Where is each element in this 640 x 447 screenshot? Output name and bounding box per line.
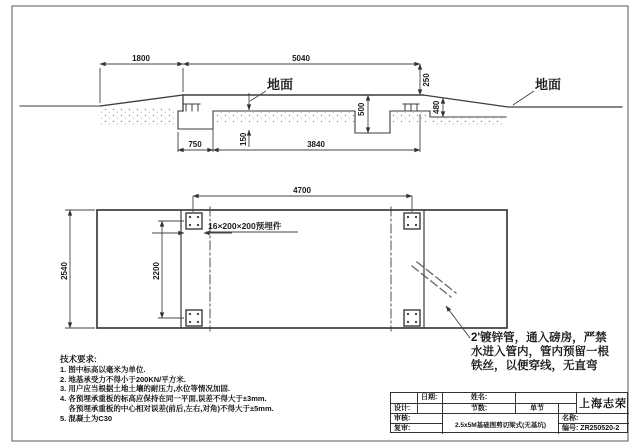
check-label: 审核: <box>391 414 443 424</box>
soil-hatch-far-right <box>431 118 504 126</box>
conduit-pipe-line-2 <box>417 262 456 293</box>
tech-note-line: 5. 混凝土为C30 <box>60 413 113 423</box>
sections-value: 单节 <box>516 404 559 414</box>
title-block-empty-cell <box>418 404 443 414</box>
name-field-label: 名称: <box>559 414 629 424</box>
dim-text-750: 750 <box>188 140 202 149</box>
drawing-number-label: 编号: <box>562 425 579 432</box>
soil-hatch-left <box>101 108 177 125</box>
ground-label-left: 地面 <box>267 77 294 92</box>
title-block <box>390 392 628 433</box>
ground-leader-right <box>513 91 534 105</box>
tech-note-line: 3. 用户应当根据土地土壤的耐压力,水位等情况加固. <box>60 384 231 394</box>
pipe-note-line-2: 水进入管内，管内预留一根 <box>471 346 609 358</box>
sensor-legs-left <box>184 104 200 111</box>
dim-text-4700: 4700 <box>293 186 311 195</box>
embedded-plate-top-right <box>404 213 420 229</box>
pipe-note-line-1: 2'镀锌管，通入磅房，严禁 <box>471 332 607 344</box>
dim-text-1800: 1800 <box>132 54 150 63</box>
date-label: 日期: <box>418 393 443 404</box>
sensor-legs-right <box>403 104 419 111</box>
tech-note-line: 各预埋承重板的中心相对误差(前后,左右,对角)不得大于±5mm. <box>60 403 274 413</box>
pipe-note-line-3: 铁丝，以便穿线，无直弯 <box>471 360 598 372</box>
dim-text-500: 500 <box>357 102 366 116</box>
section-view <box>20 95 622 133</box>
plan-dimensions <box>65 196 470 338</box>
dim-text-480: 480 <box>432 100 441 114</box>
conduit-pipe-line-1 <box>412 266 451 297</box>
ground-label-right: 地面 <box>535 77 562 92</box>
tech-note-line: 1. 图中标高以毫米为单位. <box>60 365 146 374</box>
soil-hatch-mid <box>214 112 354 122</box>
tech-note-line: 2. 地基承受力不得小于200KN/平方米. <box>60 374 186 384</box>
dim-text-3840: 3840 <box>307 140 325 149</box>
title-block-empty-cell <box>559 404 577 414</box>
technical-requirements <box>60 354 340 423</box>
drawing-title: 2.5x5M基础图剪切梁式(无基坑) <box>443 414 559 434</box>
drawing-number <box>559 424 629 434</box>
embedded-plate-label: 16×200×200预埋件 <box>208 221 282 231</box>
title-block-empty-cell <box>391 393 418 404</box>
extension-lines-2540 <box>65 210 95 328</box>
technical-requirements-title: 技术要求: <box>60 354 97 364</box>
design-label: 设计: <box>391 404 418 414</box>
pipe-note-leader <box>446 306 470 338</box>
title-block-empty-cell <box>516 393 577 404</box>
dim-text-2200: 2200 <box>152 262 161 280</box>
sections-label: 节数: <box>443 404 516 414</box>
embedded-plate-top-left <box>186 213 202 229</box>
name-label: 姓名: <box>443 393 516 404</box>
company-name: 上海志荣 <box>577 393 629 414</box>
ground-leader-left <box>250 91 266 101</box>
embedded-plate-bottom-right <box>404 310 420 326</box>
embedded-plate-bottom-left <box>186 310 202 326</box>
soil-hatch-right <box>391 112 429 122</box>
pit-left <box>178 111 213 129</box>
dim-text-2540: 2540 <box>60 262 69 280</box>
right-ramp-and-ground <box>423 95 622 107</box>
dim-text-150: 150 <box>239 132 248 146</box>
dim-text-5040: 5040 <box>292 54 310 63</box>
tech-note-line: 4. 各预埋承重板的标高应保持在同一平面,误差不得大于±3mm. <box>60 394 267 404</box>
recheck-label: 复审: <box>391 424 443 434</box>
dim-text-250: 250 <box>422 73 431 87</box>
drawing-number-value: ZR250520-2 <box>580 425 620 432</box>
